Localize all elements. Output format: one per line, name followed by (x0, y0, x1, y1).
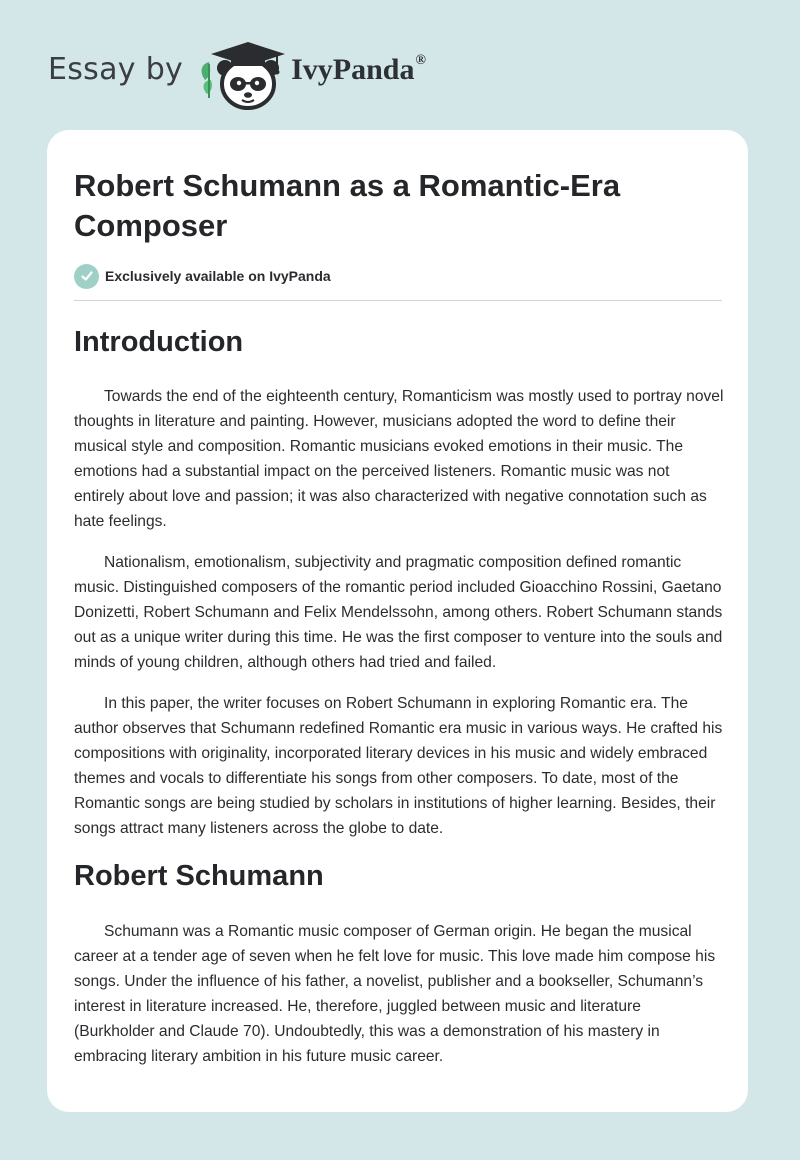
divider (74, 300, 722, 301)
essay-by-label: Essay by (48, 51, 184, 87)
section-heading-introduction: Introduction (74, 326, 244, 358)
paragraph: Schumann was a Romantic music composer of German origin. He began the musical career at a tender age of seven when he felt love for music. This love made him compose his songs. Under the influence of his father, a novelist, publisher and a bookseller, Schumann’s interest in literature increased. He, therefore, juggled between music and literature (Burkholder and Claude 70). Undoubtedly, this was a demonstration of his mastery in embracing literary ambition in his future music career. (74, 923, 716, 1065)
paragraph: Towards the end of the eighteenth century, Romanticism was mostly used to portray novel thoughts in literature and painting. However, musicians adopted the word to define their musical style and composition. Romantic musicians evoked emotions in their music. The emotions had a substantial impact on the perceived listeners. Romantic music was not entirely about love and passion; it was also characterized with negative connotation such as hate feelings. (74, 388, 724, 530)
brand-name[interactable]: IvyPanda® (291, 53, 426, 86)
section-heading-robert-schumann: Robert Schumann (74, 860, 324, 892)
site-header (48, 34, 426, 110)
check-icon (74, 264, 99, 289)
panda-graduate-icon[interactable] (197, 34, 289, 110)
exclusive-badge-text: Exclusively available on IvyPanda (105, 268, 331, 284)
exclusive-badge (74, 262, 721, 290)
paragraph: In this paper, the writer focuses on Robert Schumann in exploring Romantic era. The author observes that Schumann redefined Romantic era music in various ways. He crafted his compositions with originality, incorporated literary devices in his music and widely embraced themes and vocals to differentiate his songs from other composers. To date, most of the Romantic songs are being studied by scholars in institutions of higher learning. Besides, their songs attract many listeners across the globe to date. (74, 695, 723, 837)
paragraph: Nationalism, emotionalism, subjectivity and pragmatic composition defined romantic music. Distinguished composers of the romantic period included Gioacchino Rossini, Gaetano Donizetti, Robert Schumann and Felix Mendelssohn, among others. Robert Schumann stands out as a unique writer during this time. He was the first composer to venture into the souls and minds of young children, although others had tried and failed. (74, 554, 723, 671)
page-title: Robert Schumann as a Romantic-Era Composer (74, 168, 621, 243)
essay-card (47, 130, 748, 1112)
